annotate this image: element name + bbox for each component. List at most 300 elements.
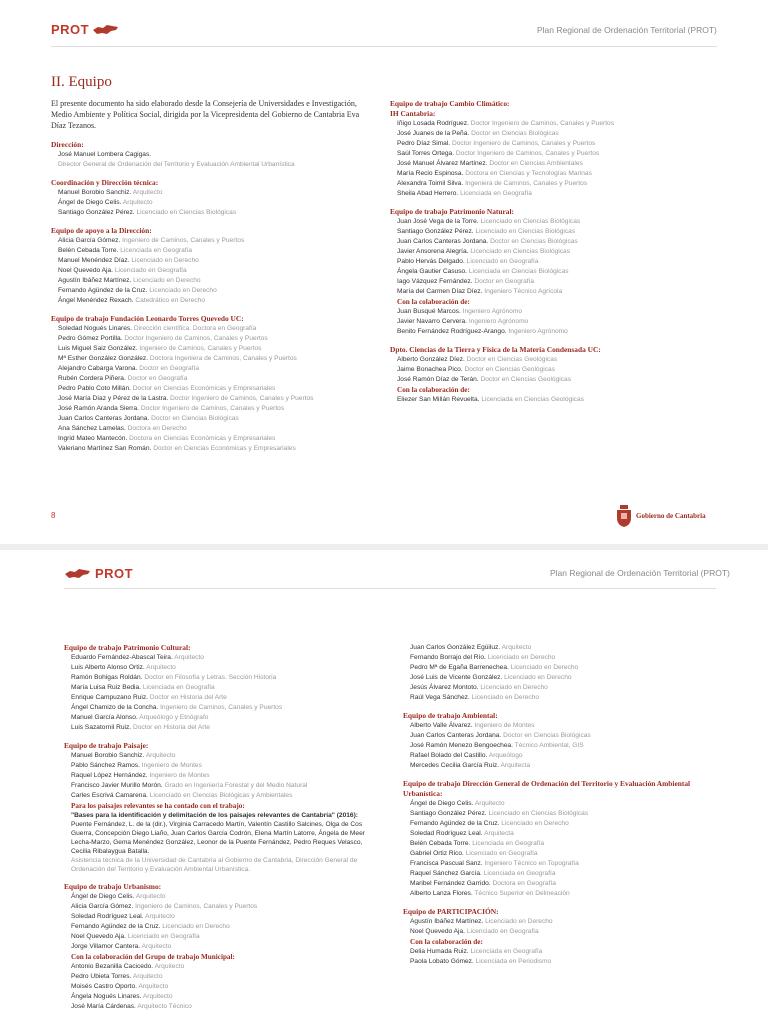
member-row xyxy=(58,324,371,334)
team-section xyxy=(51,140,371,170)
team-section xyxy=(403,643,723,703)
team-section xyxy=(403,711,723,771)
member-degree: Licenciado en Geografía xyxy=(114,267,187,274)
member-degree: Doctor en Historia del Arte xyxy=(132,724,210,731)
member-name: José Ramón Díaz de Terán. xyxy=(397,376,479,383)
team-section xyxy=(403,779,723,899)
member-name: Juan Carlos Canteras Jordana. xyxy=(397,238,489,245)
member-degree: Licenciado en Derecho xyxy=(510,664,579,671)
prot-logo-text: PROT xyxy=(95,566,134,581)
section-heading: Equipo de trabajo Fundación Leonardo Torres Quevedo UC: xyxy=(51,314,244,323)
member-row xyxy=(58,266,371,276)
member-degree: Licenciado en Geografía xyxy=(466,258,539,265)
member-row xyxy=(410,917,723,927)
member-row xyxy=(71,962,384,972)
member-name: José María Díaz y Pérez de la Lastra. xyxy=(58,395,169,402)
member-degree: Doctor en Ciencias Ambientales xyxy=(489,160,583,167)
member-row xyxy=(58,256,371,266)
member-degree: Doctor en Filosofía y Letras. Sección Historia xyxy=(144,674,277,681)
member-row xyxy=(71,713,384,723)
member-degree: Licenciado en Ciencias Biológicas xyxy=(488,810,589,817)
team-section xyxy=(390,207,720,337)
member-degree: Arquitecto xyxy=(142,993,173,1000)
team-section xyxy=(403,907,723,967)
team-section xyxy=(51,178,371,218)
member-row xyxy=(71,912,384,922)
member-degree: Licenciado en Geografía xyxy=(466,928,539,935)
member-name: Alberto Lanza Flores. xyxy=(410,890,473,897)
member-name: Valeriano Martínez San Román. xyxy=(58,445,152,452)
member-name: Pedro Gómez Portilla. xyxy=(58,335,123,342)
member-row xyxy=(397,257,720,267)
member-name: Soledad Rodríguez Leal. xyxy=(410,830,483,837)
team-section xyxy=(64,741,384,874)
member-name: Santiago González Pérez. xyxy=(58,209,135,216)
team-section xyxy=(390,99,720,199)
member-row xyxy=(397,287,720,297)
member-row xyxy=(397,159,720,169)
member-name: Delia Humada Ruiz. xyxy=(410,948,469,955)
member-row xyxy=(397,139,720,149)
member-row xyxy=(71,992,384,1002)
member-row xyxy=(58,150,371,160)
section-heading: Equipo de apoyo a la Dirección: xyxy=(51,226,152,235)
member-name: Raúl Vega Sánchez. xyxy=(410,694,470,701)
member-degree: Doctora en Ciencias Económicas y Empresariales xyxy=(129,435,276,442)
member-name: Juan Carlos González Egúiluz. xyxy=(410,644,501,651)
member-name: Ingrid Mateo Mantecón. xyxy=(58,435,128,442)
member-name: Fernando Borrajo del Río. xyxy=(410,654,486,661)
member-degree: Doctor Ingeniero de Caminos, Canales y Puertos xyxy=(140,405,285,412)
member-row xyxy=(71,723,384,733)
member-row xyxy=(58,384,371,394)
gobierno-logo-text: Gobierno de Cantabria xyxy=(636,512,706,520)
member-degree: Arquitecta xyxy=(500,762,531,769)
member-degree: Ingeniera de Caminos, Canales y Puertos xyxy=(465,180,588,187)
member-row xyxy=(410,799,723,809)
member-name: Manuel Borobio Sanchiz. xyxy=(58,189,132,196)
member-name: Alejandro Cabarga Varona. xyxy=(58,365,138,372)
member-row xyxy=(410,653,723,663)
member-name: José Manuel Álvarez Martínez. xyxy=(397,160,488,167)
member-degree: Doctora en Derecho xyxy=(127,425,187,432)
member-degree: Técnico Ambiental, GIS xyxy=(514,742,584,749)
member-row xyxy=(71,791,384,801)
member-row xyxy=(71,922,384,932)
member-degree: Arquitecto Técnico xyxy=(137,1003,192,1010)
member-degree: Doctor Ingeniero de Caminos, Canales y Puertos xyxy=(170,395,314,402)
member-degree: Arquitecto xyxy=(146,664,176,671)
member-degree: Doctor en Geografía xyxy=(474,278,535,285)
member-row xyxy=(410,957,723,967)
member-name: Pedro Díaz Simal. xyxy=(397,140,451,147)
member-row xyxy=(71,972,384,982)
member-row xyxy=(410,751,723,761)
member-name: Javier Ansorena Alegría. xyxy=(397,248,469,255)
header-rule xyxy=(51,46,717,47)
member-name: Juan Carlos Canteras Jordana. xyxy=(410,732,502,739)
member-degree: Doctor en Ciencias Geológicas xyxy=(464,366,555,373)
member-row xyxy=(58,198,371,208)
member-row xyxy=(397,365,720,375)
member-degree: Licenciado en Ciencias Biológicas xyxy=(480,218,581,225)
section-heading: Equipo de trabajo Cambio Climático: xyxy=(390,99,510,108)
member-degree: Ingeniero de Montes xyxy=(149,772,210,779)
member-degree: Doctor Ingeniero de Caminos, Canales y Puertos xyxy=(470,120,615,127)
member-name: Raquel Sánchez García. xyxy=(410,870,482,877)
member-degree: Doctor en Ciencias Económicas y Empresariales xyxy=(132,385,276,392)
member-name: Benito Fernández Rodríguez-Arango. xyxy=(397,328,507,335)
member-degree: Ingeniero Técnico Agrícola xyxy=(484,288,563,295)
member-row xyxy=(71,653,384,663)
member-row xyxy=(410,663,723,673)
member-name: Noel Quevedo Aja. xyxy=(71,933,126,940)
member-row xyxy=(58,374,371,384)
member-row xyxy=(58,276,371,286)
member-degree: Licenciado en Derecho xyxy=(480,684,548,691)
member-name: Eliezer San Millán Revuelta. xyxy=(397,396,480,403)
member-row xyxy=(410,819,723,829)
member-row xyxy=(410,829,723,839)
member-row xyxy=(58,246,371,256)
member-degree: Arquitecto xyxy=(132,973,163,980)
member-name: Juan Busqué Marcos. xyxy=(397,308,461,315)
member-name: Juan José Vega de la Torre. xyxy=(397,218,479,225)
collaboration-heading: Con la colaboración del Grupo de trabajo Municipal: xyxy=(71,953,235,961)
member-degree: Doctor en Ciencias Biológicas xyxy=(151,415,239,422)
member-name: Pedro Ubieta Torres. xyxy=(71,973,132,980)
member-name: Rafael Bolado del Castillo. xyxy=(410,752,488,759)
member-name: Luis Sazatornil Ruiz. xyxy=(71,724,132,731)
member-row xyxy=(58,434,371,444)
member-degree: Arqueólogo xyxy=(488,752,523,759)
member-row xyxy=(410,889,723,899)
section-heading: Equipo de trabajo Dirección General de Ordenación del Territorio y Evaluación Ambiental Urbanística: xyxy=(403,779,691,798)
member-degree: Ingeniero Agrónomo xyxy=(462,308,523,315)
member-degree: Licenciado en Derecho xyxy=(149,287,217,294)
team-section xyxy=(390,345,720,405)
member-row xyxy=(397,217,720,227)
member-degree: Doctor Ingeniero de Caminos, Canales y Puertos xyxy=(455,150,600,157)
member-name: Soledad Nogués Linares. xyxy=(58,325,133,332)
member-row xyxy=(58,424,371,434)
member-row xyxy=(71,703,384,713)
member-degree: Arquitecto xyxy=(145,752,176,759)
cantabria-map-icon xyxy=(92,24,120,36)
member-degree: Doctor en Ciencias Geológicas xyxy=(480,376,571,383)
member-row xyxy=(397,227,720,237)
member-row xyxy=(71,663,384,673)
member-row xyxy=(58,364,371,374)
study-note: Asistencia técnica de la Universidad de Cantabria al Gobierno de Cantabria, Dirección General de Ordenación del Territorio y Evaluación Ambiental Urbanística. xyxy=(71,857,358,873)
cantabria-map-icon xyxy=(64,568,92,580)
member-degree: Ingeniero Técnico en Topografía xyxy=(484,860,579,867)
member-degree: Licenciado en Ciencias Biológicas xyxy=(470,248,571,255)
gobierno-logo xyxy=(616,505,706,527)
member-degree: Técnico Superior en Delineación xyxy=(474,890,570,897)
member-row xyxy=(410,731,723,741)
member-name: Luis Miguel Saiz González. xyxy=(58,345,138,352)
member-degree: Doctora Ingeniera de Caminos, Canales y Puertos xyxy=(149,355,297,362)
member-row xyxy=(397,307,720,317)
member-degree: Doctor en Geografía xyxy=(139,365,200,372)
member-row xyxy=(410,927,723,937)
member-degree: Arquitecto xyxy=(122,199,153,206)
member-name: José Ramón Menezo Bengoechea. xyxy=(410,742,514,749)
member-degree: Doctor en Historia del Arte xyxy=(149,694,227,701)
member-degree: Licenciada en Geografía xyxy=(472,840,545,847)
member-row xyxy=(410,693,723,703)
member-degree: Arquitecto xyxy=(474,800,505,807)
member-degree: Licenciado en Derecho xyxy=(162,923,230,930)
member-name: Santiago González Pérez. xyxy=(397,228,474,235)
member-name: Iñigo Losada Rodríguez. xyxy=(397,120,469,127)
member-degree: Doctor Ingeniero de Caminos, Canales y Puertos xyxy=(124,335,268,342)
right-column xyxy=(390,99,720,405)
member-degree: Arquitecto xyxy=(154,963,185,970)
member-name: Noel Quevedo Aja. xyxy=(58,267,113,274)
member-row xyxy=(58,188,371,198)
section-heading: Equipo de PARTICIPACIÓN: xyxy=(403,907,499,916)
member-row xyxy=(410,741,723,751)
study-authors: Puente Fernández, L. de la (dir.), Virginia Carracedo Martín, Valentín Castillo Salcines, Olga de Cos Guerra, Concepción Diego Liaño, Juan Carlos García Codrón, Elena Martín Latorre, Ángela de Meer Lecha-Marzo, Gema Menéndez González, Leonor de la Puente Fernández, Pedro Reques Velasco, Cecilia Ribalaygua Batalla. xyxy=(71,821,365,855)
member-row xyxy=(71,751,384,761)
member-name: Antonio Bezanilla Cacicedo. xyxy=(71,963,154,970)
member-name: Mercedes Cecilia García Ruiz. xyxy=(410,762,500,769)
left-column xyxy=(64,643,384,1012)
member-degree: Licenciado en Ciencias Biológicas y Ambientales xyxy=(149,792,293,799)
member-degree: Arquitecto xyxy=(132,189,163,196)
member-degree: Ingeniero Agrónomo xyxy=(468,318,529,325)
member-degree: Arquitecto xyxy=(501,644,532,651)
collaboration-heading: Con la colaboración de: xyxy=(410,938,483,946)
member-row xyxy=(58,444,371,454)
member-degree: Licenciado en Geografía xyxy=(127,933,200,940)
member-row xyxy=(71,781,384,791)
member-name: Jaime Bonachea Pico. xyxy=(397,366,463,373)
member-degree: Doctor en Geografía xyxy=(127,375,188,382)
member-degree: Doctor Ingeniero de Caminos, Canales y Puertos xyxy=(451,140,596,147)
member-degree: Licenciado en Derecho xyxy=(131,257,199,264)
member-degree: Licenciado en Derecho xyxy=(487,654,556,661)
member-row xyxy=(58,296,371,306)
member-name: Mª Esther González González. xyxy=(58,355,149,362)
member-degree: Grado en Ingeniería Forestal y del Medio Natural xyxy=(164,782,308,789)
member-name: Santiago González Pérez. xyxy=(410,810,487,817)
member-degree: Licenciado en Derecho xyxy=(133,277,201,284)
intro-paragraph: El presente documento ha sido elaborado desde la Consejería de Universidades e Investigación, Medio Ambiente y Política Social, dirigida por la Vicepresidenta del Gobierno de Cantabria Eva Díaz Tezanos. xyxy=(51,99,360,130)
page-number: 8 xyxy=(51,511,56,520)
member-degree: Ingeniero de Caminos, Canales y Puertos xyxy=(122,237,245,244)
member-name: José Manuel Lombera Cagigas. xyxy=(58,151,152,158)
member-name: Alberto Valle Álvarez. xyxy=(410,722,473,729)
member-name: Manuel Menéndez Díaz. xyxy=(58,257,130,264)
member-degree: Arquitecto xyxy=(141,943,172,950)
member-name: Iago Vázquez Fernández. xyxy=(397,278,473,285)
member-row xyxy=(397,119,720,129)
member-name: María Luisa Ruiz Bedia. xyxy=(71,684,142,691)
member-degree: Licenciado en Derecho xyxy=(485,918,553,925)
header-rule xyxy=(64,588,716,589)
member-name: Ángela Nogués Linares. xyxy=(71,993,142,1000)
member-name: José Juanes de la Peña. xyxy=(397,130,470,137)
member-row xyxy=(397,375,720,385)
left-column xyxy=(51,140,371,454)
member-row xyxy=(71,693,384,703)
member-name: Pablo Sánchez Ramos. xyxy=(71,762,140,769)
member-row xyxy=(410,839,723,849)
member-name: Manuel Borobio Sanchiz. xyxy=(71,752,145,759)
member-name: José Ramón Aranda Sierra. xyxy=(58,405,139,412)
coat-of-arms-icon xyxy=(616,505,632,527)
member-degree: Licenciada en Geografía xyxy=(120,247,193,254)
member-name: Carles Escrivá Camarena. xyxy=(71,792,148,799)
member-name: Juan Carlos Canteras Jordana. xyxy=(58,415,150,422)
header-title: Plan Regional de Ordenación Territorial (PROT) xyxy=(550,568,730,578)
member-degree: Licenciada en Periodismo xyxy=(475,958,552,965)
member-row xyxy=(410,869,723,879)
member-name: Pedro Pablo Coto Millán. xyxy=(58,385,131,392)
member-name: Pedro Mª de Egaña Barrenechea. xyxy=(410,664,509,671)
member-row xyxy=(71,892,384,902)
right-column xyxy=(403,643,723,967)
member-name: Ángela Gautier Casuso. xyxy=(397,268,468,275)
collaboration-heading: Para los paisajes relevantes se ha contado con el trabajo: xyxy=(71,802,245,810)
member-degree: Doctora en Ciencias y Tecnologías Marinas xyxy=(465,170,592,177)
member-row xyxy=(397,317,720,327)
member-name: Maribel Fernández Garrido. xyxy=(410,880,491,887)
member-degree: Director General de Ordenación del Territorio y Evaluación Ambiental Urbanística xyxy=(58,161,295,168)
member-name: Belén Cebada Torre. xyxy=(410,840,471,847)
member-name: Ramón Bohigas Roldán. xyxy=(71,674,143,681)
member-row xyxy=(58,414,371,424)
member-row xyxy=(58,236,371,246)
member-name: Ángel de Diego Celis. xyxy=(58,199,122,206)
member-degree: Licenciada en Geografía xyxy=(460,190,532,197)
member-row xyxy=(410,947,723,957)
prot-logo-text: PROT xyxy=(51,22,90,37)
member-name: Eduardo Fernández-Abascal Teira. xyxy=(71,654,173,661)
member-row xyxy=(410,673,723,683)
member-row xyxy=(58,160,371,170)
member-degree: Licenciada en Geografía xyxy=(142,684,215,691)
member-row xyxy=(58,354,371,364)
member-row xyxy=(410,721,723,731)
team-section xyxy=(64,882,384,1012)
member-name: Alberto González Díez. xyxy=(397,356,465,363)
member-row xyxy=(410,879,723,889)
member-degree: Catedrático en Derecho xyxy=(135,297,205,304)
page-9 xyxy=(0,550,768,1024)
member-row xyxy=(397,355,720,365)
member-degree: Licenciada en Geografía xyxy=(483,870,556,877)
member-row xyxy=(71,932,384,942)
member-degree: Doctor en Ciencias Biológicas xyxy=(503,732,591,739)
member-degree: Licenciada en Ciencias Geológicas xyxy=(481,396,584,403)
member-row xyxy=(410,849,723,859)
member-degree: Doctor en Ciencias Biológicas xyxy=(490,238,578,245)
member-row xyxy=(71,982,384,992)
member-degree: Arquitecto xyxy=(135,893,166,900)
member-name: Fernando Agündez de la Cruz. xyxy=(58,287,148,294)
study-title: "Bases para la identificación y delimitación de los paisajes relevantes de Cantabria" (2016): xyxy=(71,812,358,819)
member-name: Ángel Menéndez Rexach. xyxy=(58,297,134,304)
member-degree: Arquitecto xyxy=(174,654,204,661)
member-degree: Arquitecta xyxy=(484,830,514,837)
member-degree: Doctora en Geografía xyxy=(492,880,556,887)
member-name: Enrique Campuzano Ruiz. xyxy=(71,694,148,701)
member-name: Paola Lobato Gómez. xyxy=(410,958,474,965)
member-name: Belén Cebada Torre. xyxy=(58,247,119,254)
member-degree: Licenciado en Ciencias Biológicas xyxy=(475,228,576,235)
member-degree: Arqueólogo y Etnógrafo xyxy=(139,714,209,721)
member-degree: Doctor en Ciencias Económicas y Empresariales xyxy=(153,445,296,452)
section-heading: Equipo de trabajo Patrimonio Cultural: xyxy=(64,643,191,652)
member-row xyxy=(397,247,720,257)
member-name: Ángel de Diego Celis. xyxy=(410,800,474,807)
member-name: Fernando Agündez de la Cruz. xyxy=(71,923,161,930)
member-row xyxy=(58,286,371,296)
member-row xyxy=(397,277,720,287)
member-degree: Doctor en Ciencias Biológicas xyxy=(471,130,559,137)
section-heading: Dpto. Ciencias de la Tierra y Física de la Materia Condensada UC: xyxy=(390,345,601,354)
member-row xyxy=(397,179,720,189)
member-row xyxy=(71,902,384,912)
collaboration-heading: Con la colaboración de: xyxy=(397,386,470,394)
member-row xyxy=(58,344,371,354)
team-section xyxy=(64,643,384,733)
section-heading: Equipo de trabajo Patrimonio Natural: xyxy=(390,207,514,216)
member-row xyxy=(410,809,723,819)
member-name: María Recio Espinosa. xyxy=(397,170,464,177)
team-section xyxy=(51,314,371,454)
member-name: Agustín Ibáñez Martínez. xyxy=(410,918,484,925)
member-degree: Ingeniero de Caminos, Canales y Puertos xyxy=(135,903,258,910)
member-row xyxy=(71,761,384,771)
member-name: Agustín Ibáñez Martínez. xyxy=(58,277,132,284)
member-name: Javier Navarro Cervera. xyxy=(397,318,467,325)
member-row xyxy=(58,394,371,404)
member-degree: Ingeniero de Caminos, Canales y Puertos xyxy=(160,704,283,711)
member-name: Gabriel Ortiz Rico. xyxy=(410,850,464,857)
member-row xyxy=(397,129,720,139)
member-row xyxy=(58,334,371,344)
member-row xyxy=(410,859,723,869)
member-row xyxy=(397,189,720,199)
member-name: Alicia García Gómez. xyxy=(58,237,121,244)
member-name: José Luis de Vicente González. xyxy=(410,674,503,681)
member-name: Ángel de Diego Celis. xyxy=(71,893,135,900)
member-row xyxy=(410,643,723,653)
member-name: Ana Sánchez Lamelas. xyxy=(58,425,126,432)
member-row xyxy=(58,208,371,218)
member-name: Ángel Chamizo de la Concha. xyxy=(71,704,159,711)
member-degree: Licenciada en Ciencias Biológicas xyxy=(468,268,569,275)
section-heading: Equipo de trabajo Ambiental: xyxy=(403,711,498,720)
member-name: José María Cárdenas. xyxy=(71,1003,136,1010)
member-degree: Ingeniero de Caminos, Canales y Puertos xyxy=(139,345,262,352)
member-row xyxy=(71,942,384,952)
member-name: Jorge Villamor Cantera. xyxy=(71,943,141,950)
section-subheading: IH Cantabria: xyxy=(390,109,436,118)
member-row xyxy=(397,237,720,247)
member-name: Jesús Álvarez Montoto. xyxy=(410,684,479,691)
member-degree: Licenciado en Ciencias Biológicas xyxy=(136,209,237,216)
member-row xyxy=(410,683,723,693)
member-name: Saúl Torres Ortega. xyxy=(397,150,455,157)
member-row xyxy=(71,673,384,683)
member-row xyxy=(397,267,720,277)
